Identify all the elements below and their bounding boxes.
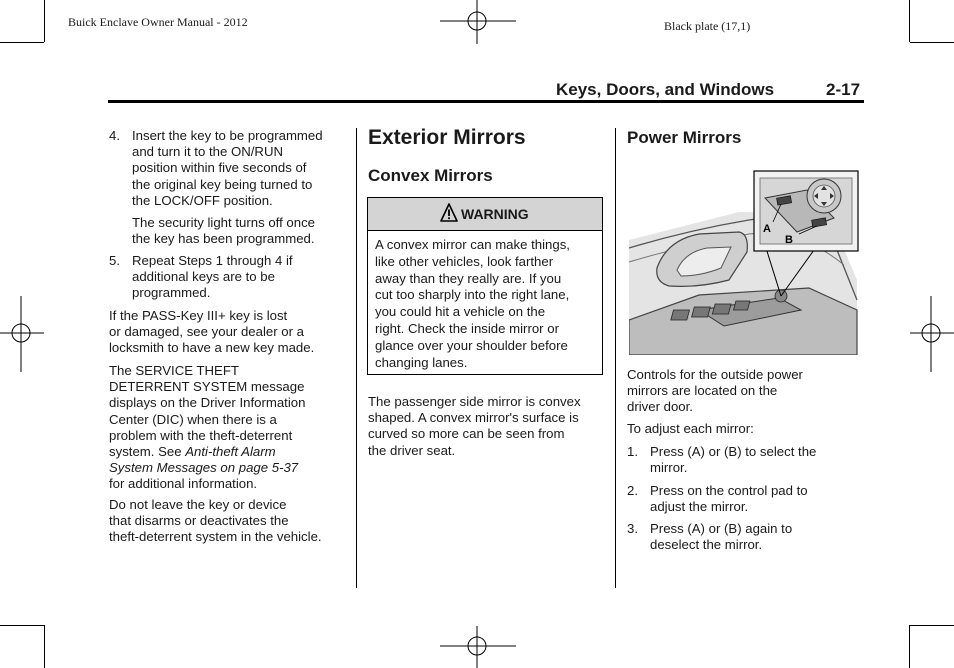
text-line: The SERVICE THEFT [109,363,239,378]
step-number: 5. [109,253,120,268]
warning-header [368,198,602,231]
text-line [109,444,354,460]
text-line: mirrors are located on the [627,383,778,399]
text-line: A convex mirror can make things, [375,237,570,252]
text-line: The passenger side mirror is convex [368,394,581,409]
text-line: If the PASS-Key III+ key is lost [109,308,288,323]
door-panel-drawing [629,170,859,355]
registration-mark-left [0,296,44,372]
cross-reference-link[interactable]: Anti-theft Alarm [185,444,276,460]
text-line: the LOCK/OFF position. [132,192,273,208]
paragraph-controls-location [627,367,857,416]
page-number: 2-17 [826,80,861,99]
crop-mark [0,42,44,43]
registration-mark-bottom [440,626,516,668]
warning-icon [440,203,458,223]
warning-box [367,197,603,375]
text-line: Repeat Steps 1 through 4 if [132,253,293,268]
text-line: the driver seat. [368,442,456,458]
crop-mark [910,42,954,43]
text-line: the key has been programmed. [132,231,315,247]
column-divider [356,128,357,588]
text-line: and turn it to the ON/RUN [132,144,283,160]
text-line: the original key being turned to [132,176,313,192]
registration-mark-top [440,0,516,44]
text-line: Center (DIC) when there is a [109,411,277,427]
plate-label: Black plate (17,1) [664,19,751,33]
crop-mark [44,625,45,668]
paragraph-key-warning [109,497,354,546]
text-line: programmed. [132,285,211,301]
text-line: cut too sharply into the right lane, [375,287,570,303]
text-line: glance over your shoulder before [375,337,568,353]
crop-mark [0,625,44,626]
text-line: Do not leave the key or device [109,497,287,512]
section-title: Keys, Doors, and Windows [556,80,775,99]
paragraph-lost-key [109,308,354,357]
text-line: for additional information. [109,476,258,492]
step-number: 1. [627,444,638,459]
text-line: right. Check the inside mirror or [375,320,559,336]
text-line: Press (A) or (B) again to [650,521,793,536]
paragraph-adjust-intro: To adjust each mirror: [627,421,754,436]
warning-text [375,237,599,371]
text-line: Press (A) or (B) to select the [650,444,817,459]
text-line: Controls for the outside power [627,367,803,382]
text-line: theft-deterrent system in the vehicle. [109,529,322,545]
step-number: 2. [627,483,638,498]
text-line: additional keys are to be [132,269,275,285]
column-divider [615,128,616,588]
step-number: 4. [109,128,120,143]
text-line: that disarms or deactivates the [109,513,289,529]
text-line: position within five seconds of [132,160,307,176]
heading-power-mirrors: Power Mirrors [627,128,742,147]
callout-a-label: A [763,223,771,235]
step-number: 3. [627,521,638,536]
crop-mark [909,0,910,42]
crop-mark [909,625,910,668]
crop-mark [44,0,45,42]
callout-b-label: B [785,234,793,246]
see-text: system. See [109,444,186,460]
text-line: DETERRENT SYSTEM message [109,379,305,395]
text-line: driver door. [627,399,693,415]
text-line: away than they really are. If you [375,270,562,286]
crop-mark [910,625,954,626]
text-line: locksmith to have a new key made. [109,340,315,356]
warning-label: WARNING [461,206,529,222]
text-line: Press on the control pad to [650,483,808,498]
step-4-note [132,215,352,247]
text-line: The security light turns off once [132,215,316,230]
text-line: curved so more can be seen from [368,426,565,442]
heading-convex-mirrors: Convex Mirrors [368,166,493,185]
text-line [109,460,354,476]
header-rule [108,100,864,103]
text-line: Insert the key to be programmed [132,128,323,143]
text-line: problem with the theft-deterrent [109,427,293,443]
text-line: changing lanes. [375,354,468,370]
text-line: or damaged, see your dealer or a [109,324,304,340]
paragraph-convex-mirror [368,394,608,459]
text-line: mirror. [650,460,688,476]
registration-mark-right [910,296,954,372]
cross-reference-link[interactable]: System Messages on page 5-37 [109,460,299,476]
text-line: displays on the Driver Information [109,395,306,411]
text-line: shaped. A convex mirror's surface is [368,410,579,426]
paragraph-theft-deterrent [109,363,354,493]
text-line: you could hit a vehicle on the [375,304,546,320]
heading-exterior-mirrors: Exterior Mirrors [368,126,526,149]
text-line: deselect the mirror. [650,537,763,553]
power-mirror-illustration [629,170,859,355]
text-line: adjust the mirror. [650,499,749,515]
text-line: like other vehicles, look farther [375,253,554,269]
manual-title: Buick Enclave Owner Manual - 2012 [68,15,248,29]
